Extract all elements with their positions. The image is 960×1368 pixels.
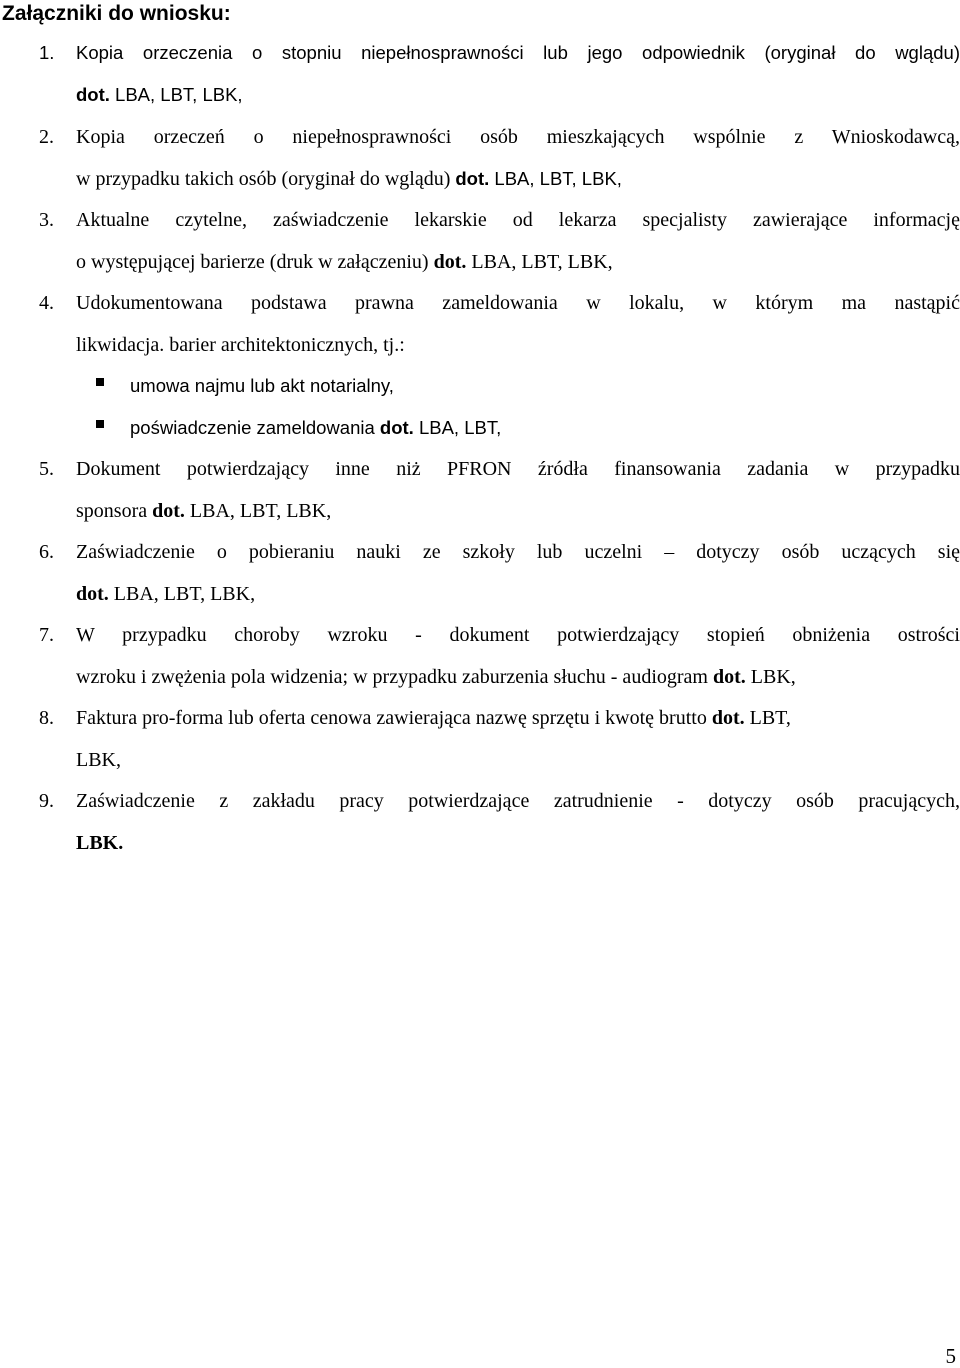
- item-codes: LBT,: [744, 707, 791, 729]
- abbrev-dot: dot.: [712, 666, 746, 688]
- abbrev-dot: dot.: [152, 500, 185, 522]
- sub-item-text: [130, 415, 501, 441]
- abbrev-dot: dot.: [433, 251, 467, 273]
- item-codes: LBA, LBT, LBK,: [108, 583, 256, 605]
- item-text-line: Dokument potwierdzający inne niż PFRON źródła finansowania zadania w przypadku: [76, 458, 960, 480]
- page-number: 5: [945, 1344, 956, 1368]
- item-text-line: [76, 664, 796, 690]
- item-text-line: W przypadku choroby wzroku - dokument potwierdzający stopień obniżenia ostrości: [76, 624, 960, 646]
- abbrev-dot: dot.: [711, 707, 745, 729]
- item-text: Faktura pro-forma lub oferta cenowa zawierająca nazwę sprzętu i kwotę brutto: [76, 707, 712, 729]
- item-text-line: [76, 705, 960, 731]
- abbrev-dot: dot.: [455, 168, 490, 189]
- item-text-line: Zaświadczenie z zakładu pracy potwierdzające zatrudnienie - dotyczy osób pracujących,: [76, 790, 960, 812]
- section-heading: Załączniki do wniosku:: [2, 2, 231, 25]
- item-text: sponsora: [76, 500, 153, 522]
- item-codes: LBA, LBT,: [413, 417, 502, 438]
- abbrev-dot: dot.: [76, 84, 110, 105]
- item-text-line: [76, 498, 331, 524]
- item-text-line: [76, 581, 255, 607]
- item-number: 5.: [39, 458, 54, 480]
- item-number: 8.: [39, 707, 54, 729]
- item-number: 6.: [39, 541, 54, 563]
- item-text-line: Udokumentowana podstawa prawna zameldowania w lokalu, w którym ma nastąpić: [76, 292, 960, 314]
- item-text-line: LBK.: [76, 832, 124, 854]
- sub-item-label: poświadczenie zameldowania: [130, 417, 380, 438]
- item-text-line: Zaświadczenie o pobieraniu nauki ze szkoły lub uczelni – dotyczy osób uczących się: [76, 541, 960, 563]
- item-text-line: likwidacja. barier architektonicznych, tj.:: [76, 334, 405, 356]
- square-bullet-icon: [96, 378, 104, 386]
- item-text-line: Kopia orzeczenia o stopniu niepełnosprawności lub jego odpowiednik (oryginał do wglądu): [76, 42, 960, 63]
- item-number: 9.: [39, 790, 54, 812]
- item-text: w przypadku takich osób (oryginał do wglądu): [76, 168, 456, 190]
- item-codes: LBA, LBT, LBK,: [466, 251, 613, 273]
- item-text-line: LBK,: [76, 749, 121, 771]
- abbrev-dot: dot.: [379, 417, 414, 438]
- item-text-line: [76, 249, 613, 275]
- item-text-line: [76, 82, 243, 108]
- item-number: 3.: [39, 209, 54, 231]
- square-bullet-icon: [96, 420, 104, 428]
- item-text: wzroku i zwężenia pola widzenia; w przypadku zaburzenia słuchu - audiogram: [76, 666, 713, 688]
- item-codes: LBA, LBT, LBK,: [109, 84, 243, 105]
- item-number: 2.: [39, 126, 54, 148]
- item-codes: LBA, LBT, LBK,: [489, 168, 622, 189]
- abbrev-dot: dot.: [76, 583, 109, 605]
- item-text-line: Aktualne czytelne, zaświadczenie lekarskie od lekarza specjalisty zawierające informację: [76, 209, 960, 231]
- item-codes: LBA, LBT, LBK,: [184, 500, 332, 522]
- item-number: 1.: [39, 42, 55, 63]
- item-text-line: Kopia orzeczeń o niepełnosprawności osób mieszkających wspólnie z Wnioskodawcą,: [76, 126, 960, 148]
- item-number: 4.: [39, 292, 54, 314]
- sub-item-text: umowa najmu lub akt notarialny,: [130, 375, 394, 396]
- item-number: 7.: [39, 624, 54, 646]
- item-codes: LBK,: [745, 666, 796, 688]
- item-text-line: [76, 166, 622, 192]
- item-text: o występującej barierze (druk w załączeniu): [76, 251, 434, 273]
